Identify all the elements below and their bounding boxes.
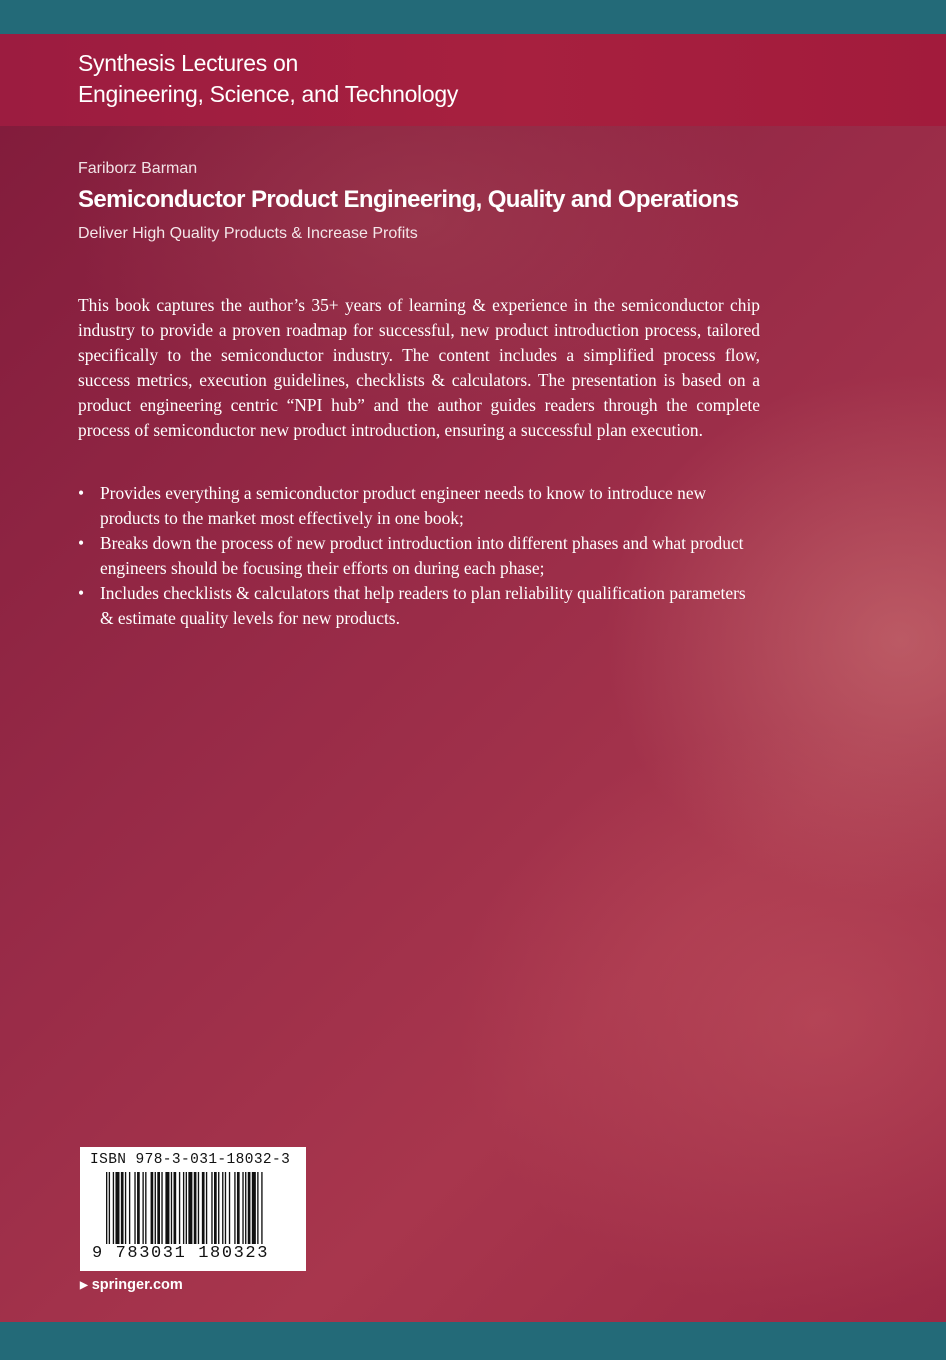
barcode-bar [183,1172,184,1244]
barcode-bar [229,1172,230,1244]
feature-item [78,581,760,631]
barcode-bar [113,1172,114,1244]
barcode-bar [179,1172,180,1244]
series-title-line2: Engineering, Science, and Technology [78,81,459,107]
barcode-bar [248,1172,251,1244]
barcode-bar [106,1172,107,1244]
barcode-bar [218,1172,219,1244]
barcode-bar [257,1172,258,1244]
barcode-bar [151,1172,154,1244]
barcode-bar [202,1172,205,1244]
bullet-icon: • [78,483,85,503]
series-title-line1: Synthesis Lectures on [78,50,298,76]
barcode-bar [125,1172,126,1244]
isbn-label: ISBN 978-3-031-18032-3 [90,1152,291,1168]
barcode-bar [211,1172,212,1244]
barcode-bar [194,1172,197,1244]
barcode-bar [237,1172,240,1244]
barcode-bar [214,1172,217,1244]
barcode-bar [242,1172,243,1244]
barcode-bar [142,1172,143,1244]
barcode-bar [155,1172,156,1244]
barcode-bar [198,1172,199,1244]
barcode-bar [186,1172,187,1244]
publisher-url: springer.com [91,1277,183,1293]
isbn-barcode [80,1147,306,1271]
barcode-bar [165,1172,169,1244]
barcode-bar [261,1172,262,1244]
barcode-bar [161,1172,162,1244]
feature-text: Includes checklists & calculators that help readers to plan reliability qualification parameters & estimate quality levels for new products. [100,583,746,628]
publisher-link[interactable] [80,1277,183,1293]
barcode-bar [137,1172,140,1244]
author-name: Fariborz Barman [78,160,198,177]
barcode-bar [129,1172,130,1244]
barcode-digits: 9 783031 180323 [92,1244,270,1263]
barcode-bar [225,1172,226,1244]
top-color-strip [0,0,946,34]
barcode-bar [145,1172,146,1244]
barcode-bar [109,1172,110,1244]
barcode-bar [115,1172,119,1244]
bottom-color-strip [0,1322,946,1360]
arrow-right-icon: ▶ [80,1280,88,1291]
barcode-bar [171,1172,172,1244]
book-subtitle: Deliver High Quality Products & Increase Profits [78,225,418,242]
book-description: This book captures the author’s 35+ years of learning & experience in the semiconductor chip industry to provide a proven roadmap for successful, new product introduction process, tailored specifically to the semiconductor industry. The content includes a simplified process flow, success metrics, execution guidelines, checklists & calculators. The presentation is based on a product engineering centric “NPI hub” and the author guides readers through the complete process of semiconductor new product introduction, ensuring a successful plan execution. [78,295,760,440]
barcode-bar [234,1172,235,1244]
barcode-bar [188,1172,192,1244]
feature-item [78,481,760,531]
bullet-icon: • [78,533,85,553]
series-title [78,48,778,110]
barcode-bar [252,1172,256,1244]
feature-list [78,481,760,631]
barcode-bar [157,1172,160,1244]
feature-item [78,531,760,581]
feature-text: Provides everything a semiconductor product engineer needs to know to introduce new products to the market most effectively in one book; [100,483,707,528]
feature-text: Breaks down the process of new product introduction into different phases and what product engineers should be focusing their efforts on during each phase; [100,533,744,578]
barcode-bar [245,1172,246,1244]
barcode-bar [134,1172,135,1244]
barcode-bar [174,1172,177,1244]
barcode-bar [121,1172,124,1244]
book-title: Semiconductor Product Engineering, Quality and Operations [78,186,739,213]
barcode-bar [206,1172,207,1244]
bullet-icon: • [78,583,85,603]
barcode-bar [222,1172,223,1244]
